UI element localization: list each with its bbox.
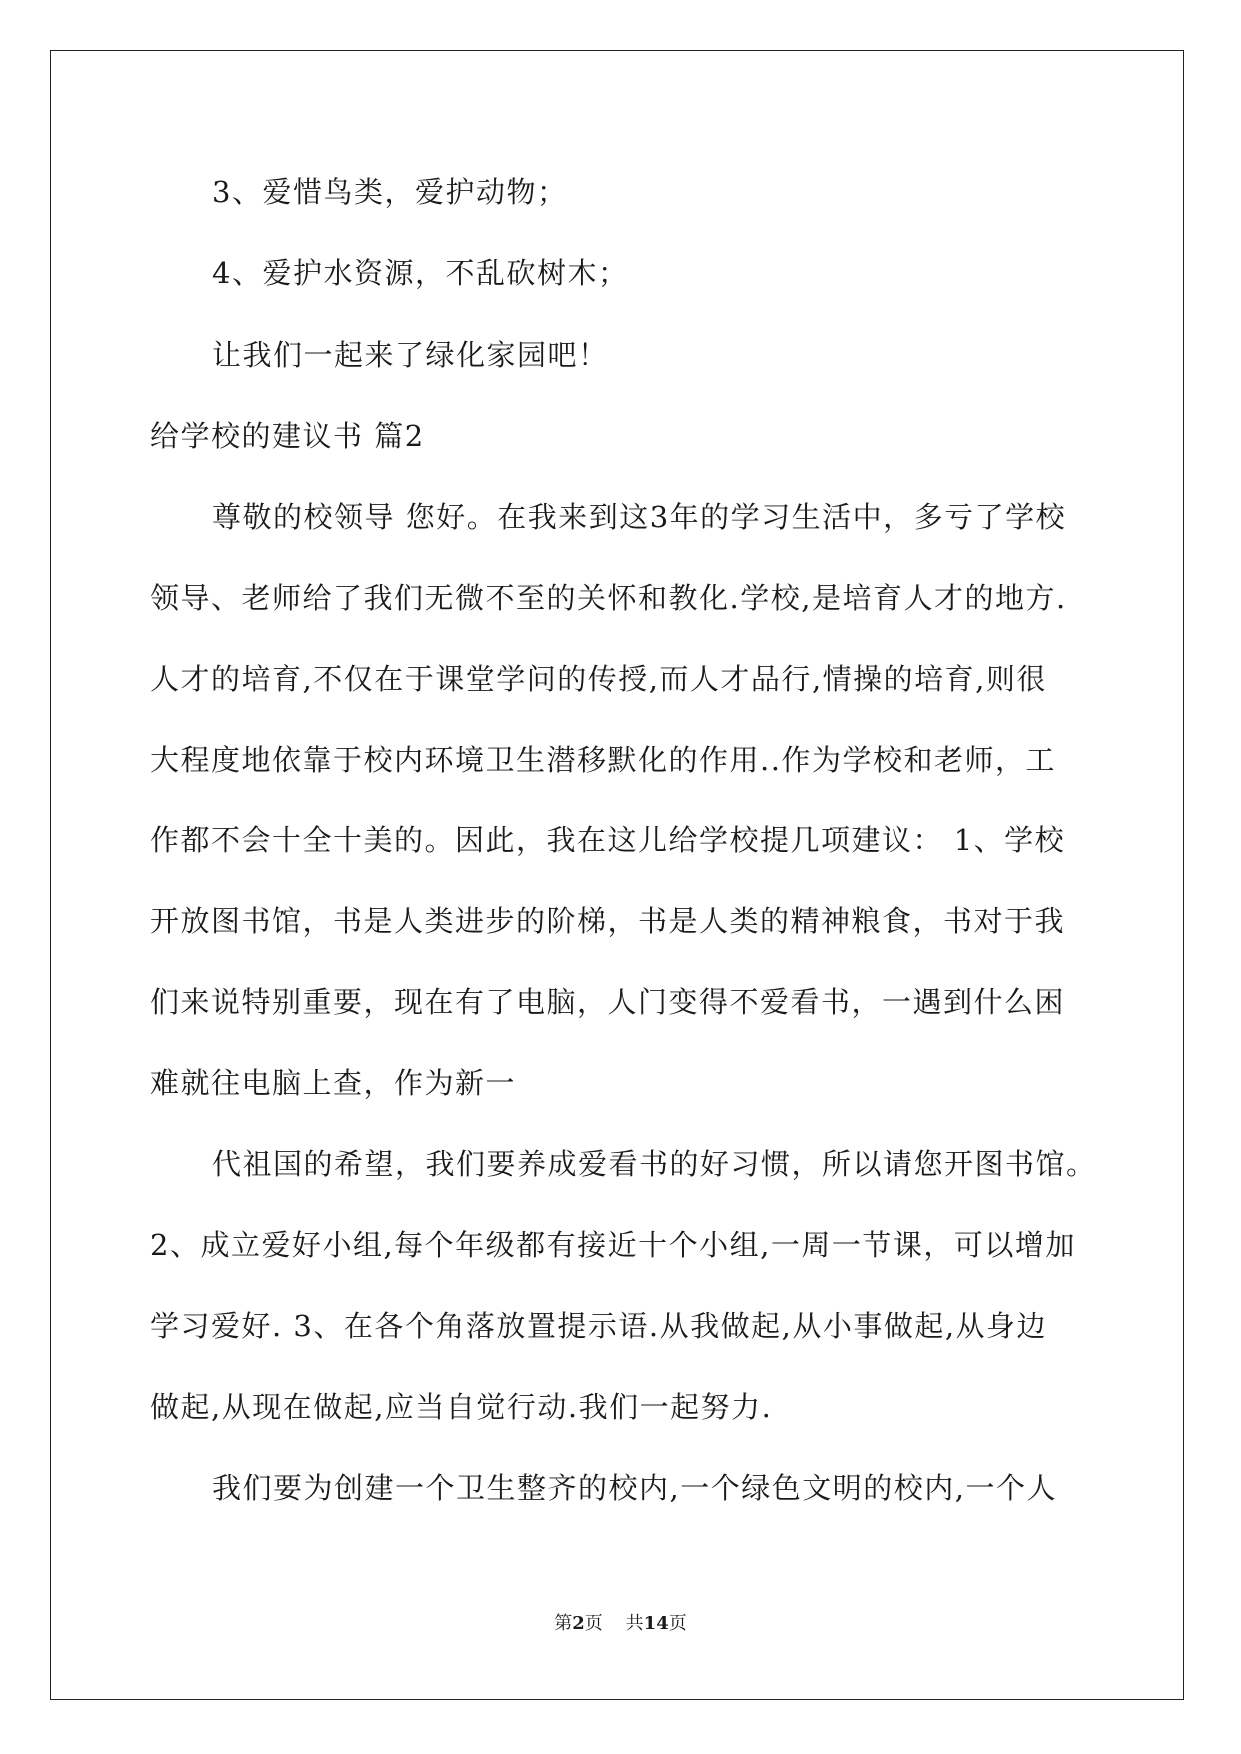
page-number: 2 [572, 1613, 585, 1634]
paragraph-line: 做起,从现在做起,应当自觉行动.我们一起努力. [150, 1390, 773, 1424]
paragraph-line: 作都不会十全十美的。因此，我在这儿给学校提几项建议： 1、学校 [150, 823, 1066, 857]
page-border [50, 50, 1184, 1700]
paragraph-line: 开放图书馆，书是人类进步的阶梯，书是人类的精神粮食，书对于我 [150, 904, 1066, 938]
total-pages: 14 [643, 1613, 669, 1634]
paragraph-line: 们来说特别重要，现在有了电脑，人门变得不爱看书，一遇到什么困 [150, 985, 1066, 1019]
closing-sentence: 让我们一起来了绿化家园吧！ [212, 338, 609, 372]
paragraph-line: 2、成立爱好小组,每个年级都有接近十个小组,一周一节课，可以增加 [150, 1228, 1076, 1262]
paragraph-line: 人才的培育,不仅在于课堂学问的传授,而人才品行,情操的培育,则很 [150, 662, 1047, 696]
list-item-4: 4、爱护水资源，不乱砍树木； [212, 256, 629, 290]
paragraph-line: 难就往电脑上查，作为新一 [150, 1066, 517, 1100]
paragraph-line: 尊敬的校领导 您好。在我来到这3年的学习生活中，多亏了学校 [212, 500, 1067, 534]
paragraph-line: 代祖国的希望，我们要养成爱看书的好习惯，所以请您开图书馆。 [212, 1147, 1097, 1181]
paragraph-line: 领导、老师给了我们无微不至的关怀和教化.学校,是培育人才的地方. [150, 581, 1067, 615]
paragraph-line: 学习爱好. 3、在各个角落放置提示语.从我做起,从小事做起,从身边 [150, 1309, 1048, 1343]
page-footer [0, 1612, 1241, 1636]
footer-total-suffix: 页 [668, 1613, 687, 1634]
footer-page-suffix: 页 [584, 1613, 603, 1634]
list-item-3: 3、爱惜鸟类，爱护动物； [212, 175, 568, 209]
footer-total-prefix: 共 [625, 1613, 644, 1634]
section-heading: 给学校的建议书 篇2 [150, 419, 425, 453]
paragraph-line: 大程度地依靠于校内环境卫生潜移默化的作用..作为学校和老师，工 [150, 743, 1056, 777]
paragraph-line: 我们要为创建一个卫生整齐的校内,一个绿色文明的校内,一个人 [212, 1471, 1057, 1505]
footer-prefix: 第 [554, 1613, 573, 1634]
